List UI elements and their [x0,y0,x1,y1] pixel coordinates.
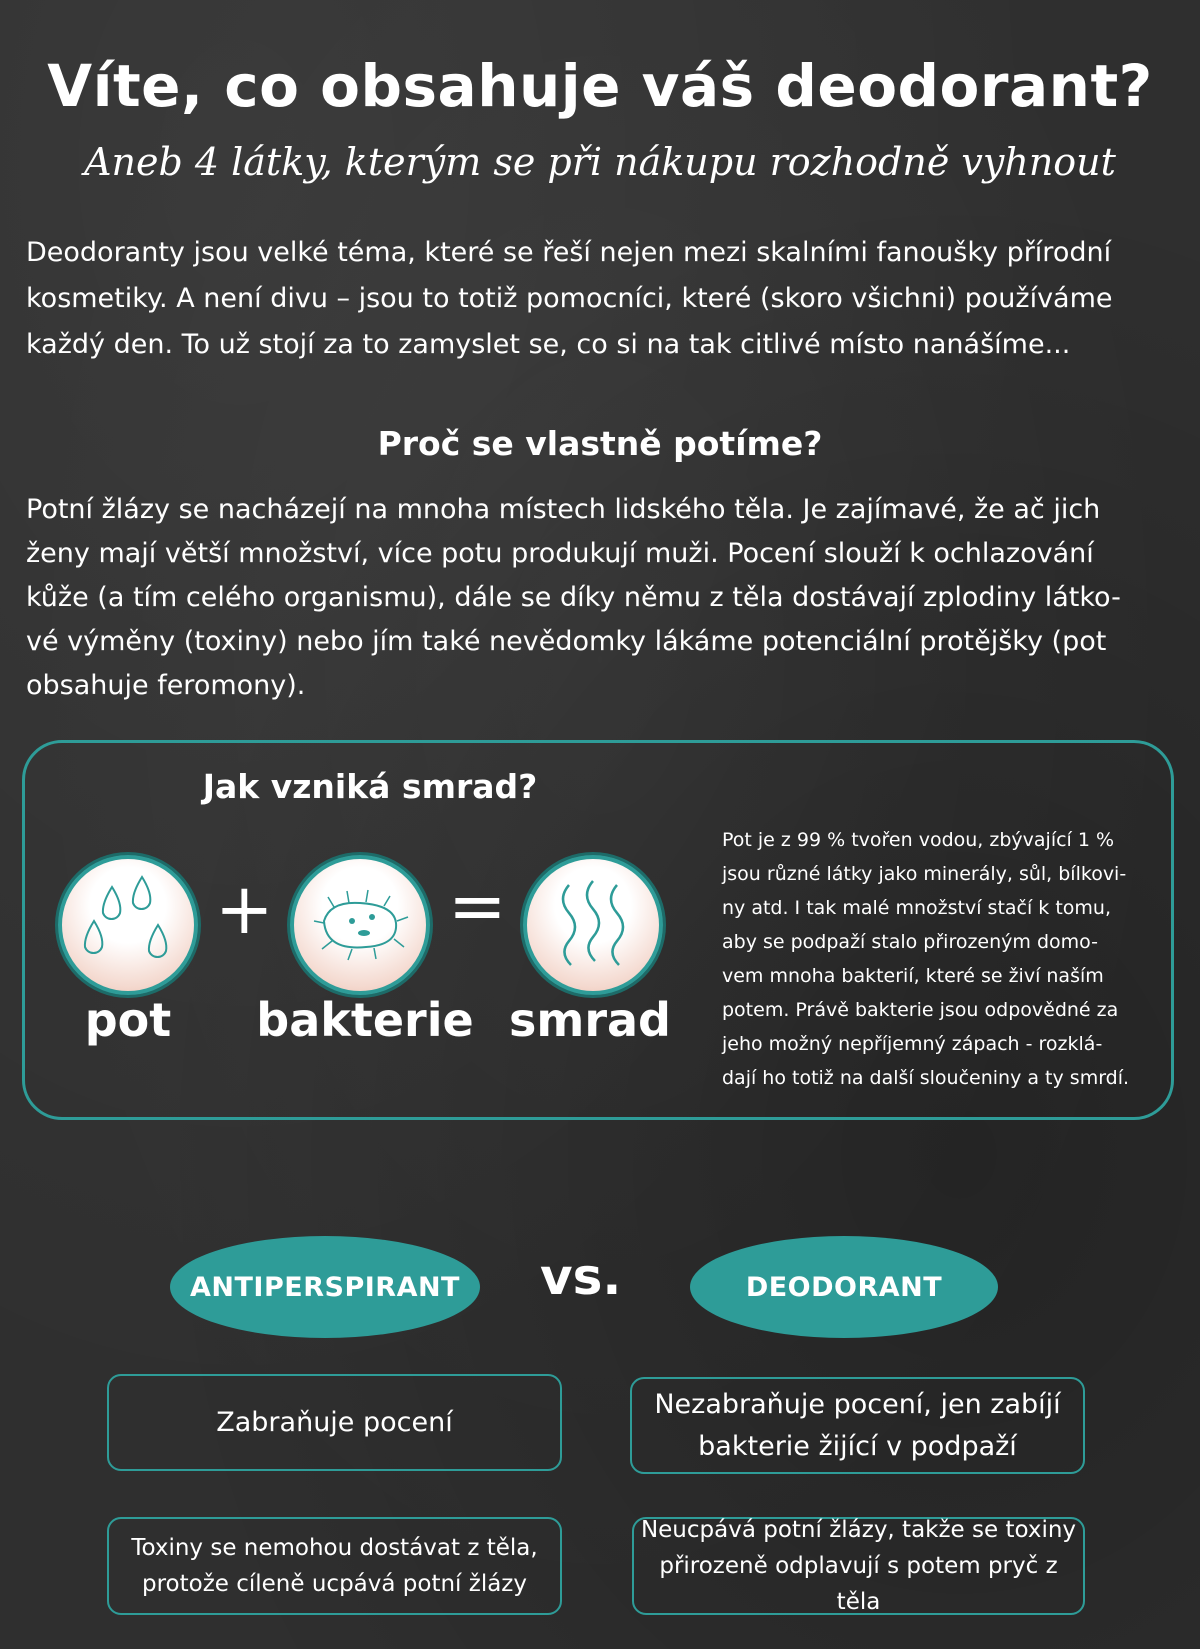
deodorant-card [632,1517,1085,1615]
page-title: Víte, co obsahuje váš deodorant? [47,52,1153,120]
intro-line: každý den. To už stojí za to zamyslet se, co si na tak citlivé místo nanášíme... [26,329,1071,360]
antiperspirant-badge: ANTIPERSPIRANT [170,1236,480,1338]
odor-waves-icon [523,855,663,995]
intro-paragraph [26,230,1176,368]
smell-line: ny atd. I tak malé množství stačí k tomu, [722,897,1112,919]
card-line: přirozeně odplavují s potem pryč z těla [659,1553,1058,1615]
antiperspirant-card [107,1374,562,1471]
sweat-drops-icon [58,855,198,995]
card-line: Zabraňuje pocení [216,1406,453,1438]
smell-line: jeho možný nepříjemný zápach - rozklá- [722,1033,1103,1055]
vs-label: vs. [540,1248,622,1306]
equals-operator: = [448,865,507,947]
smell-description [722,823,1152,1095]
sweat-line: ženy mají větší množství, více potu produkují muži. Pocení slouží k ochlazování [26,538,1094,569]
page-subtitle: Aneb 4 látky, kterým se při nákupu rozhodně vyhnout [84,140,1116,184]
card-line: bakterie žijící v podpaží [698,1430,1017,1462]
card-line: Neucpává potní žlázy, takže se toxiny [640,1517,1077,1543]
smell-box [22,740,1174,1120]
sweat-line: Potní žlázy se nacházejí na mnoha místech lidského těla. Je zajímavé, že ač jich [26,494,1101,525]
bacteria-icon [290,855,430,995]
smell-line: potem. Právě bakterie jsou odpovědné za [722,999,1119,1021]
card-line: Toxiny se nemohou dostávat z těla, [131,1535,538,1561]
antiperspirant-card [107,1517,562,1615]
sweat-line: vé výměny (toxiny) nebo jím také nevědomky lákáme potenciální protějšky (pot [26,626,1107,657]
sweat-line: kůže (a tím celého organismu), dále se díky němu z těla dostávají zplodiny látko- [26,582,1121,613]
smell-line: jsou různé látky jako minerály, sůl, bílkovi- [722,863,1127,885]
smell-heading: Jak vzniká smrad? [202,767,538,806]
sweat-heading: Proč se vlastně potíme? [377,424,823,463]
card-line: protože cíleně ucpává potní žlázy [141,1571,527,1597]
deodorant-card [630,1377,1085,1474]
deodorant-badge: DEODORANT [690,1236,998,1338]
pot-label: pot [84,993,172,1047]
bakterie-label: bakterie [256,993,474,1047]
intro-line: kosmetiky. A není divu – jsou to totiž pomocníci, které (skoro všichni) používáme [26,283,1113,314]
sweat-line: obsahuje feromony). [26,670,306,701]
smell-line: Pot je z 99 % tvořen vodou, zbývající 1 % [722,829,1115,851]
plus-operator: + [215,868,274,950]
sweat-paragraph [26,488,1176,708]
intro-line: Deodoranty jsou velké téma, které se řeší nejen mezi skalními fanoušky přírodní [26,237,1112,268]
smell-line: dají ho totiž na další sloučeniny a ty smrdí. [722,1067,1130,1089]
smell-line: vem mnoha bakterií, které se živí naším [722,965,1104,987]
card-line: Nezabraňuje pocení, jen zabíjí [654,1388,1061,1420]
smell-line: aby se podpaží stalo přirozeným domo- [722,931,1098,953]
smrad-label: smrad [509,993,671,1047]
